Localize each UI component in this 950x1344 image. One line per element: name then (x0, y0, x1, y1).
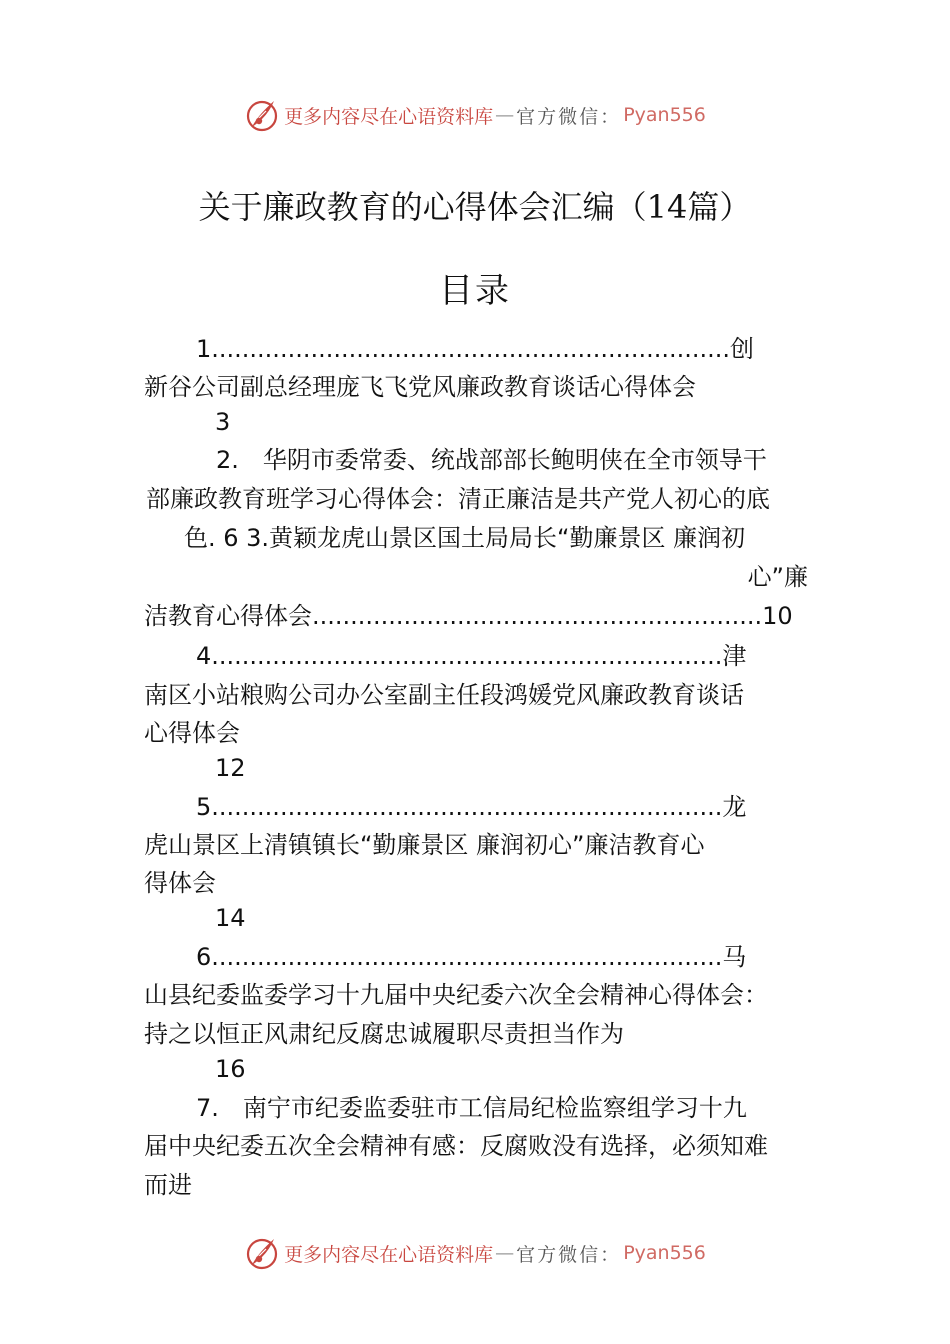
toc-entry-5-leader: .................................................................. (218, 793, 723, 821)
toc-entry-6-page: 16 (215, 1055, 246, 1083)
banner-handle: Pyan556 (623, 1242, 706, 1264)
quill-logo-icon (244, 97, 280, 133)
toc-heading: 目录 (439, 271, 511, 311)
title-count: 14 (646, 188, 688, 226)
toc-entry-1-line-2[interactable]: 新谷公司副总经理庞飞飞党风廉政教育谈话心得体会 (144, 373, 696, 401)
toc-entry-7-line-1[interactable]: 7. 南宁市纪委监委驻市工信局纪检监察组学习十九 (196, 1094, 747, 1122)
toc-entry-3-leader: ........................................................... (312, 602, 763, 630)
toc-entry-1-page: 3 (215, 408, 231, 436)
toc-entry-3-text: 洁教育心得体会 (144, 602, 312, 630)
footer-banner (0, 1233, 950, 1273)
toc-entry-5-page: 14 (215, 904, 246, 932)
toc-entry-3-line-2[interactable]: 心”廉 (747, 563, 808, 591)
toc-entry-4-number: 4. (196, 642, 219, 670)
toc-entry-6-number: 6. (196, 943, 219, 971)
toc-entry-5-line-3[interactable]: 得体会 (144, 869, 216, 897)
toc-entry-7-line-2[interactable]: 届中央纪委五次全会精神有感：反腐败没有选择，必须知难 (144, 1132, 768, 1160)
toc-entry-5-tail: 龙 (722, 793, 747, 821)
banner-text: 更多内容尽在心语资料库 (284, 105, 494, 128)
toc-entry-6-tail: 马 (722, 943, 747, 971)
toc-entry-5-line-2[interactable]: 虎山景区上清镇镇长“勤廉景区 廉润初心”廉洁教育心 (144, 831, 705, 859)
banner-text: 更多内容尽在心语资料库 (284, 1243, 494, 1266)
title-suffix: 篇） (687, 188, 752, 226)
toc-entry-1-leader: ................................................................... (218, 335, 731, 363)
toc-entry-2-line-1[interactable]: 2. 华阴市委常委、统战部部长鲍明侠在全市领导干 (216, 446, 767, 474)
toc-entry-5-number: 5. (196, 793, 219, 821)
banner-dash: — (495, 1242, 515, 1264)
banner-wechat-label: 官方微信： (516, 105, 622, 128)
banner-dash: — (495, 104, 515, 126)
toc-entry-2-line-2[interactable]: 部廉政教育班学习心得体会：清正廉洁是共产党人初心的底 (146, 485, 770, 513)
toc-entry-3-page: 10 (762, 602, 793, 630)
title-main: 关于廉政教育的心得体会汇编（ (198, 188, 647, 226)
banner-handle: Pyan556 (623, 104, 706, 126)
toc-entry-4-line-1[interactable] (196, 638, 746, 674)
toc-entry-3-line-3[interactable] (144, 598, 793, 634)
toc-entry-7-line-3[interactable]: 而进 (144, 1171, 192, 1199)
toc-entry-6-leader: .................................................................. (218, 943, 723, 971)
toc-entry-4-leader: .................................................................. (218, 642, 723, 670)
header-banner (0, 95, 950, 135)
toc-entry-4-tail: 津 (722, 642, 747, 670)
banner-wechat-label: 官方微信： (516, 1243, 622, 1266)
toc-entry-4-page: 12 (215, 754, 246, 782)
toc-entry-2-line-3[interactable]: 色. 6 3.黄颖龙虎山景区国土局局长“勤廉景区 廉润初 (184, 524, 746, 552)
toc-entry-4-line-3[interactable]: 心得体会 (144, 719, 240, 747)
toc-entry-1-tail: 创 (730, 335, 755, 363)
toc-entry-1-line-1[interactable] (196, 331, 754, 367)
toc-entry-6-line-2[interactable]: 山县纪委监委学习十九届中央纪委六次全会精神心得体会： (144, 981, 768, 1009)
toc-entry-6-line-3[interactable]: 持之以恒正风肃纪反腐忠诚履职尽责担当作为 (144, 1020, 624, 1048)
toc-entry-1-number: 1. (196, 335, 219, 363)
document-title (0, 183, 950, 231)
toc-entry-6-line-1[interactable] (196, 939, 746, 975)
toc-entry-5-line-1[interactable] (196, 789, 746, 825)
quill-logo-icon (244, 1235, 280, 1271)
toc-entry-4-line-2[interactable]: 南区小站粮购公司办公室副主任段鸿媛党风廉政教育谈话 (144, 681, 744, 709)
